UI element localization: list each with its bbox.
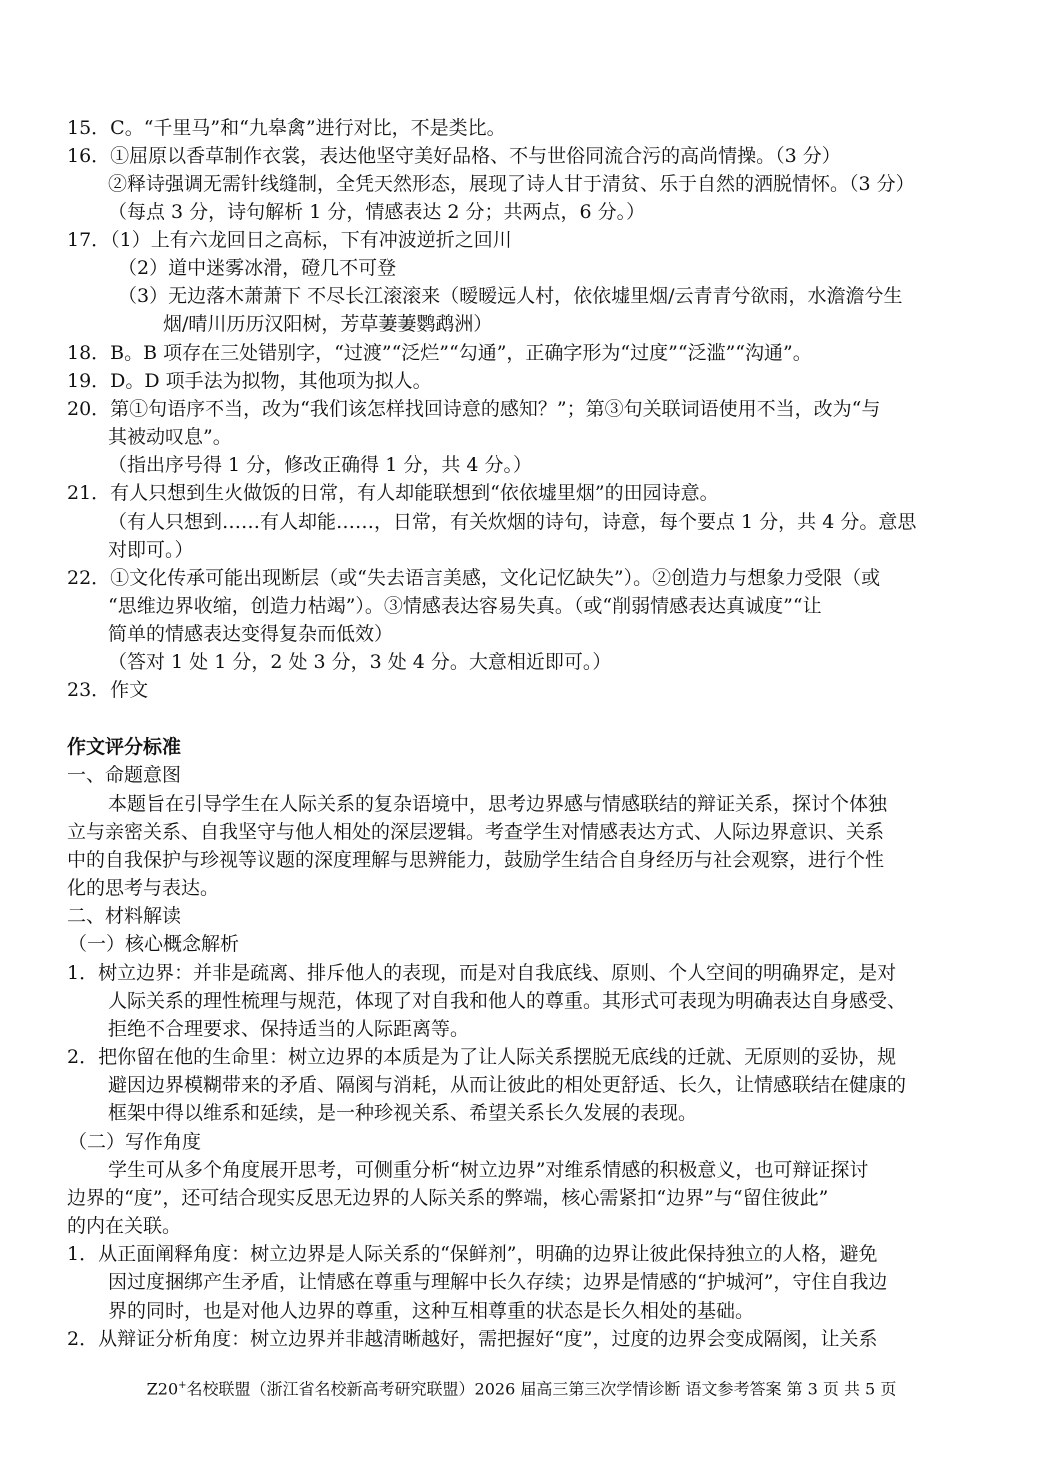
section-material-title: 二、材料解读 <box>67 905 182 927</box>
subsection-angles-title: （二）写作角度 <box>68 1131 202 1153</box>
answer-17-3: （3）无边落木萧萧下 不尽长江滚滚来（暧暧远人村，依依墟里烟/云青青兮欲雨，水澹澹兮生 <box>118 285 903 307</box>
section-intent-line: 立与亲密关系、自我坚守与他人相处的深层逻辑。考查学生对情感表达方式、人际边界意识、关系 <box>67 821 885 843</box>
answer-19: 19．D。D 项手法为拟物，其他项为拟人。 <box>67 370 432 392</box>
answer-21: 21．有人只想到生火做饭的日常，有人却能联想到“依依墟里烟”的田园诗意。 <box>67 482 719 504</box>
answer-20-cont: 其被动叹息”。 <box>108 426 232 448</box>
concept-item-2-cont: 框架中得以维系和延续，是一种珍视关系、希望关系长久发展的表现。 <box>108 1102 698 1124</box>
angles-intro-line: 边界的“度”，还可结合现实反思无边界的人际关系的弊端，核心需紧扣“边界”与“留住彼此” <box>67 1187 829 1209</box>
essay-heading: 作文评分标准 <box>67 736 182 758</box>
answer-21-scoring-cont: 对即可。） <box>108 539 194 561</box>
section-intent-title: 一、命题意图 <box>67 764 182 786</box>
concept-item-1-cont: 人际关系的理性梳理与规范，体现了对自我和他人的尊重。其形式可表现为明确表达自身感受、 <box>108 990 907 1012</box>
answer-20: 20．第①句语序不当，改为“我们该怎样找回诗意的感知？”；第③句关联词语使用不当，改为“与 <box>67 398 881 420</box>
answer-16-point-2: ②释诗强调无需针线缝制，全凭天然形态，展现了诗人甘于清贫、乐于自然的洒脱情怀。（3 分） <box>108 173 915 195</box>
angle-item-1-cont: 界的同时，也是对他人边界的尊重，这种互相尊重的状态是长久相处的基础。 <box>108 1300 755 1322</box>
answer-21-scoring: （有人只想到……有人却能……，日常，有关炊烟的诗句，诗意，每个要点 1 分，共 4 分。意思 <box>108 511 917 533</box>
answer-17-3-cont: 烟/晴川历历汉阳树，芳草萋萋鹦鹉洲） <box>163 313 493 335</box>
concept-item-1: 1．树立边界：并非是疏离、排斥他人的表现，而是对自我底线、原则、个人空间的明确界定，是对 <box>67 962 897 984</box>
answer-20-scoring: （指出序号得 1 分，修改正确得 1 分，共 4 分。） <box>108 454 533 476</box>
angles-intro-line: 的内在关联。 <box>67 1215 182 1237</box>
answer-16: 16．①屈原以香草制作衣裳，表达他坚守美好品格、不与世俗同流合污的高尚情操。（3 分） <box>67 145 841 167</box>
answer-17: 17．（1）上有六龙回日之高标，下有冲波逆折之回川 <box>67 229 512 251</box>
page-footer <box>0 1376 1043 1399</box>
angles-intro-line: 学生可从多个角度展开思考，可侧重分析“树立边界”对维系情感的积极意义，也可辩证探讨 <box>108 1159 869 1181</box>
concept-item-2: 2．把你留在他的生命里：树立边界的本质是为了让人际关系摆脱无底线的迁就、无原则的妥协，规 <box>67 1046 897 1068</box>
footer-text: 名校联盟（浙江省名校新高考研究联盟）2026 届高三第三次学情诊断 语文参考答案 第 3 页 共 5 页 <box>186 1379 897 1399</box>
subsection-concepts-title: （一）核心概念解析 <box>68 933 240 955</box>
answer-22: 22．①文化传承可能出现断层（或“失去语言美感，文化记忆缺失”）。②创造力与想象力受限（或 <box>67 567 881 589</box>
footer-sup: + <box>178 1380 187 1391</box>
section-intent-line: 化的思考与表达。 <box>67 877 220 899</box>
footer-prefix: Z20 <box>146 1379 179 1399</box>
concept-item-2-cont: 避因边界模糊带来的矛盾、隔阂与消耗，从而让彼此的相处更舒适、长久，让情感联结在健康的 <box>108 1074 907 1096</box>
answer-15: 15．C。“千里马”和“九皋禽”进行对比，不是类比。 <box>67 117 506 139</box>
angle-item-1: 1．从正面阐释角度：树立边界是人际关系的“保鲜剂”，明确的边界让彼此保持独立的人格，避免 <box>67 1243 878 1265</box>
answer-16-scoring: （每点 3 分，诗句解析 1 分，情感表达 2 分；共两点，6 分。） <box>108 201 646 223</box>
answer-22-scoring: （答对 1 处 1 分，2 处 3 分，3 处 4 分。大意相近即可。） <box>108 651 612 673</box>
section-intent-line: 本题旨在引导学生在人际关系的复杂语境中，思考边界感与情感联结的辩证关系，探讨个体独 <box>108 793 888 815</box>
section-intent-line: 中的自我保护与珍视等议题的深度理解与思辨能力，鼓励学生结合自身经历与社会观察，进行个性 <box>67 849 885 871</box>
concept-item-1-cont: 拒绝不合理要求、保持适当的人际距离等。 <box>108 1018 470 1040</box>
angle-item-2: 2．从辩证分析角度：树立边界并非越清晰越好，需把握好“度”，过度的边界会变成隔阂，让关系 <box>67 1328 878 1350</box>
answer-22-cont: “思维边界收缩，创造力枯竭”）。③情感表达容易失真。（或“削弱情感表达真诚度”“让 <box>108 595 822 617</box>
answer-22-cont-2: 简单的情感表达变得复杂而低效） <box>108 623 394 645</box>
answer-23: 23．作文 <box>67 679 149 701</box>
answer-18: 18．B。B 项存在三处错别字，“过渡”“泛烂”“勾通”，正确字形为“过度”“泛滥”“沟通”。 <box>67 342 812 364</box>
answer-17-2: （2）道中迷雾冰滑，磴几不可登 <box>118 257 397 279</box>
angle-item-1-cont: 因过度捆绑产生矛盾，让情感在尊重与理解中长久存续；边界是情感的“护城河”，守住自我边 <box>108 1271 888 1293</box>
